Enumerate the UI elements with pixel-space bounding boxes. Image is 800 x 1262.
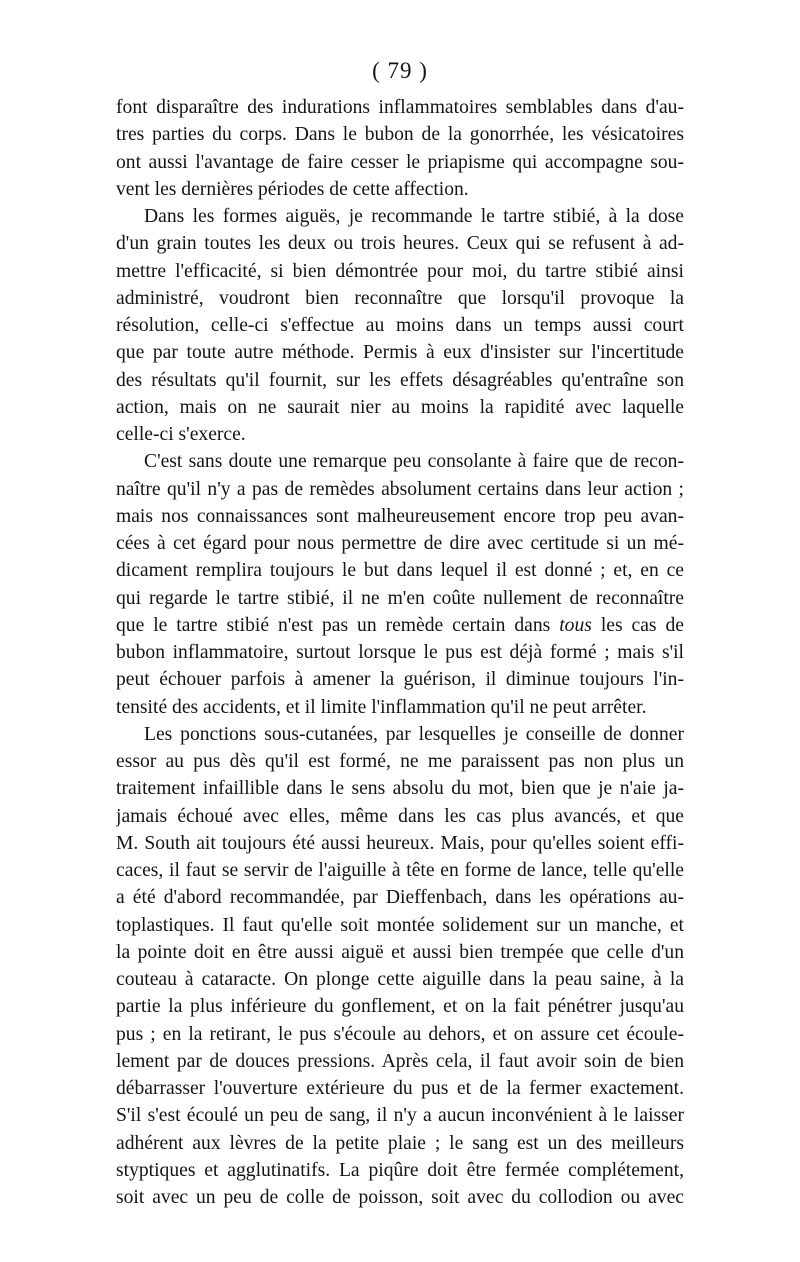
text-line: font disparaître des indurations inflammatoires semblables dans d'au- bbox=[116, 97, 684, 118]
text-line: partie la plus inférieure du gonflement, et on la fait pénétrer jusqu'au bbox=[116, 996, 684, 1018]
text-line: tres parties du corps. Dans le bubon de la gonorrhée, les vésicatoires bbox=[116, 124, 684, 146]
text-line: mettre l'efficacité, si bien démontrée pour moi, du tartre stibié ainsi bbox=[116, 260, 684, 282]
text-line: cées à cet égard pour nous permettre de dire avec certitude si un mé- bbox=[116, 533, 684, 554]
text-line: mais nos connaissances sont malheureusement encore trop peu avan- bbox=[116, 505, 684, 527]
text-line: qui regarde le tartre stibié, il ne m'en coûte nullement de reconnaître bbox=[116, 587, 684, 609]
text-line: action, mais on ne saurait nier au moins la rapidité avec laquelle bbox=[116, 396, 684, 418]
text-line: résolution, celle-ci s'effectue au moins dans un temps aussi court bbox=[116, 315, 684, 336]
text-line: que par toute autre méthode. Permis à eux d'insister sur l'incertitude bbox=[116, 342, 684, 364]
text-line: traitement infaillible dans le sens absolu du mot, bien que je n'aie ja- bbox=[116, 778, 684, 800]
text-line: adhérent aux lèvres de la petite plaie ; le sang est un des meilleurs bbox=[116, 1132, 684, 1154]
text-line: lement par de douces pressions. Après cela, il faut avoir soin de bien bbox=[116, 1050, 684, 1072]
text-segment: les cas de bbox=[600, 614, 684, 636]
text-line: celle-ci s'exerce. bbox=[116, 424, 246, 445]
text-line: toplastiques. Il faut qu'elle soit montée solidement sur un manche, et bbox=[116, 914, 684, 936]
text-line: styptiques et agglutinatifs. La piqûre doit être fermée complétement, bbox=[116, 1159, 684, 1181]
paragraph-start-line: Les ponctions sous-cutanées, par lesquelles je conseille de donner bbox=[144, 723, 684, 745]
text-line: jamais échoué avec elles, même dans les cas plus avancés, et que bbox=[116, 805, 684, 827]
text-line: des résultats qu'il fournit, sur les effets désagréables qu'entraîne son bbox=[116, 369, 684, 391]
text-line: M. South ait toujours été aussi heureux. Mais, pour qu'elles soient effi- bbox=[116, 832, 684, 854]
page-number: ( 79 ) bbox=[372, 58, 428, 83]
paragraph-start-line: Dans les formes aiguës, je recommande le tartre stibié, à la dose bbox=[144, 206, 684, 227]
text-line: caces, il faut se servir de l'aiguille à tête en forme de lance, telle qu'elle bbox=[116, 860, 684, 881]
text-line: la pointe doit en être aussi aiguë et aussi bien trempée que celle d'un bbox=[116, 941, 684, 963]
text-line: d'un grain toutes les deux ou trois heures. Ceux qui se refusent à ad- bbox=[116, 233, 684, 255]
text-line: tensité des accidents, et il limite l'inflammation qu'il ne peut arrêter. bbox=[116, 696, 647, 718]
text-line: a été d'abord recommandée, par Dieffenbach, dans les opérations au- bbox=[116, 887, 684, 909]
text-line: soit avec un peu de colle de poisson, soit avec du collodion ou avec bbox=[116, 1187, 684, 1208]
text-line: administré, voudront bien reconnaître que lorsqu'il provoque la bbox=[116, 287, 684, 309]
italic-word: tous bbox=[559, 614, 592, 636]
text-line-with-italic bbox=[116, 612, 684, 639]
text-line: naître qu'il n'y a pas de remèdes absolument certains dans leur action ; bbox=[116, 478, 684, 500]
text-line: débarrasser l'ouverture extérieure du pus et de la fermer exactement. bbox=[116, 1078, 684, 1099]
text-segment: que le tartre stibié n'est pas un remède certain dans bbox=[116, 614, 551, 636]
text-line: ont aussi l'avantage de faire cesser le priapisme qui accompagne sou- bbox=[116, 151, 684, 173]
text-line: essor au pus dès qu'il est formé, ne me paraissent pas non plus un bbox=[116, 751, 684, 772]
text-line: dicament remplira toujours le but dans lequel il est donné ; et, en ce bbox=[116, 560, 684, 582]
text-line: peut échouer parfois à amener la guérison, il diminue toujours l'in- bbox=[116, 669, 684, 691]
text-line: vent les dernières périodes de cette affection. bbox=[116, 178, 469, 200]
paragraph-start-line: C'est sans doute une remarque peu consolante à faire que de recon- bbox=[144, 451, 684, 473]
text-line: S'il s'est écoulé un peu de sang, il n'y a aucun inconvénient à le laisser bbox=[116, 1105, 684, 1127]
body-text bbox=[116, 94, 684, 1211]
text-line: pus ; en la retirant, le pus s'écoule au dehors, et on assure cet écoule- bbox=[116, 1023, 684, 1045]
text-line: couteau à cataracte. On plonge cette aiguille dans la peau saine, à la bbox=[116, 969, 684, 990]
text-line: bubon inflammatoire, surtout lorsque le pus est déjà formé ; mais s'il bbox=[116, 642, 684, 663]
